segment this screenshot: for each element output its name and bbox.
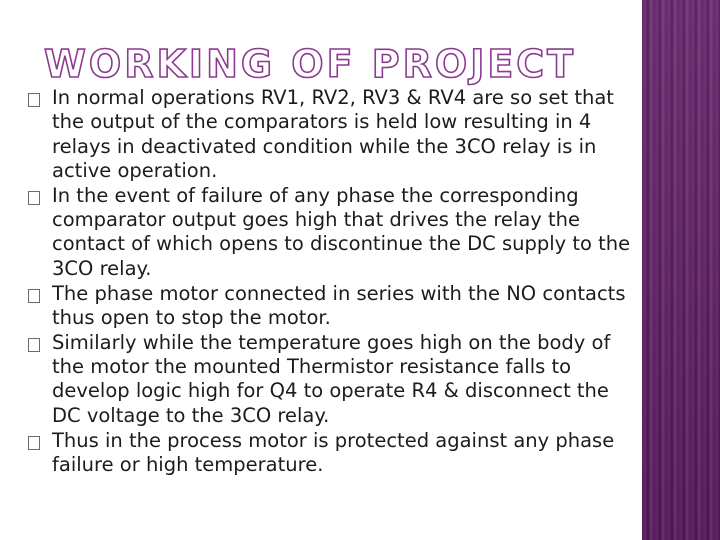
bullet-list xyxy=(28,86,638,478)
bullet-item xyxy=(28,86,638,183)
decorative-side-band xyxy=(642,0,720,540)
slide-title: WORKING OF PROJECT xyxy=(44,42,577,86)
bullet-square-icon xyxy=(28,338,40,352)
bullet-item xyxy=(28,429,638,478)
bullet-square-icon xyxy=(28,436,40,450)
bullet-item xyxy=(28,184,638,281)
bullet-text: Similarly while the temperature goes high on the body of the motor the mounted Thermistor resistance falls to develop logic high for Q4 to operate R4 & disconnect the DC voltage to the 3CO relay. xyxy=(52,330,611,427)
bullet-square-icon xyxy=(28,289,40,303)
bullet-text: In normal operations RV1, RV2, RV3 & RV4 are so set that the output of the comparators is held low resulting in 4 relays in deactivated condition while the 3CO relay is in active operation. xyxy=(52,86,614,182)
bullet-text: In the event of failure of any phase the corresponding comparator output goes high that drives the relay the contact of which opens to discontinue the DC supply to the 3CO relay. xyxy=(52,183,631,280)
bullet-item xyxy=(28,331,638,428)
bullet-text: The phase motor connected in series with the NO contacts thus open to stop the motor. xyxy=(52,281,626,329)
bullet-square-icon xyxy=(28,191,40,205)
bullet-item xyxy=(28,282,638,331)
bullet-text: Thus in the process motor is protected against any phase failure or high temperature. xyxy=(52,428,615,476)
bullet-square-icon xyxy=(28,93,40,107)
